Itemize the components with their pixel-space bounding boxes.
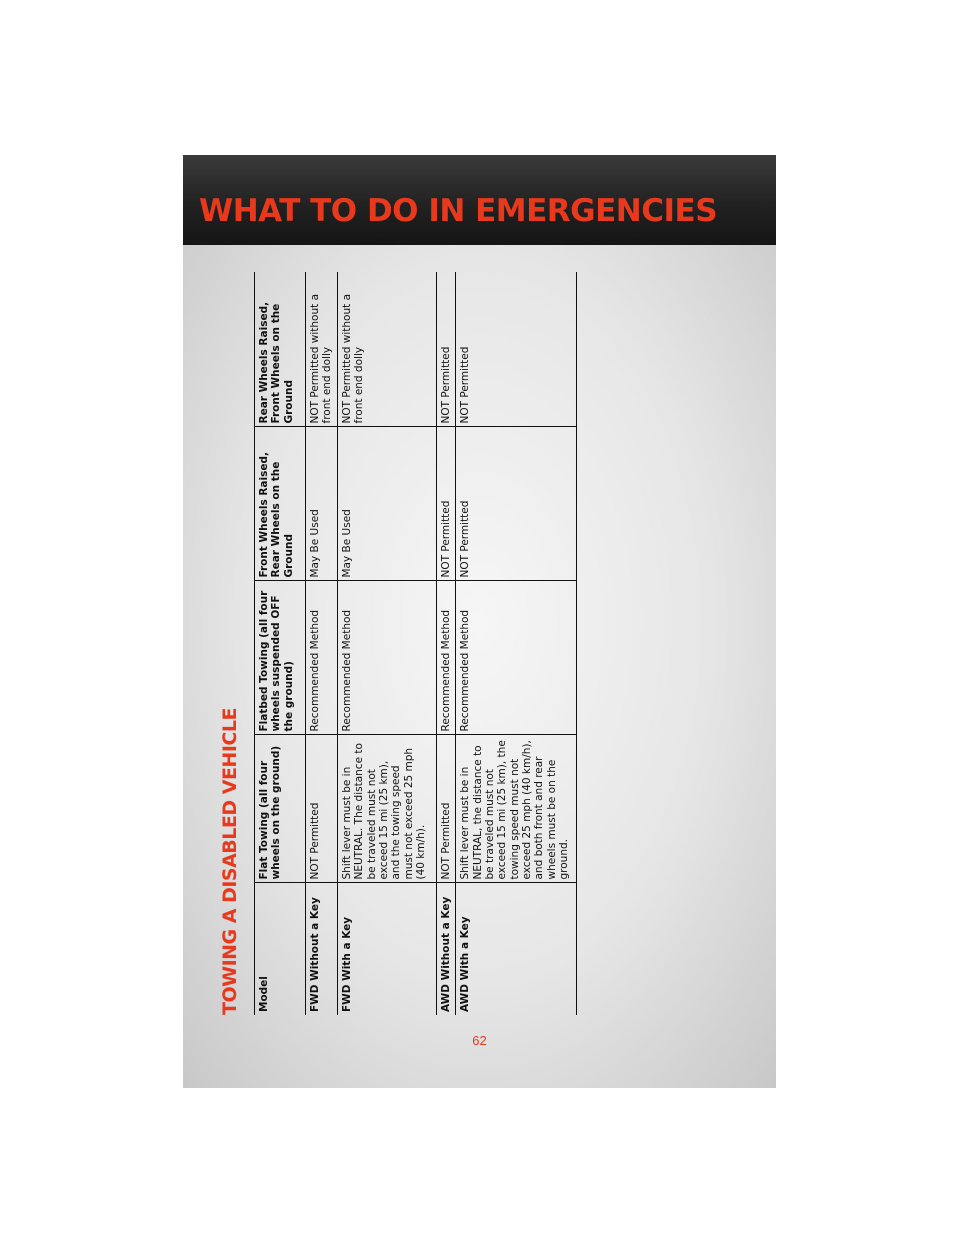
page-number: 62	[472, 1033, 487, 1048]
column-header-flatbed-towing: Flatbed Towing (all four wheels suspended OFF the ground)	[255, 581, 306, 735]
table-header-row	[255, 272, 306, 1015]
rear-raised-cell: NOT Permitted	[456, 272, 577, 427]
flat-towing-cell: Shift lever must be in NEUTRAL, the distance to be traveled must not exceed 15 mi (25 km), the towing speed must not exceed 25 mph (40 km/h), and both front and rear wheels must be on the ground.	[456, 735, 577, 883]
table-row	[306, 272, 338, 1015]
flatbed-towing-cell: Recommended Method	[456, 581, 577, 735]
chapter-title: WHAT TO DO IN EMERGENCIES	[199, 193, 718, 229]
column-header-front-wheels-raised: Front Wheels Raised, Rear Wheels on the Ground	[255, 427, 306, 581]
row-model-cell: AWD With a Key	[456, 883, 577, 1015]
front-raised-cell: NOT Permitted	[436, 427, 455, 581]
front-raised-cell: May Be Used	[337, 427, 436, 581]
table-row	[337, 272, 436, 1015]
rear-raised-cell: NOT Permitted	[436, 272, 455, 427]
row-model-cell: AWD Without a Key	[436, 883, 455, 1015]
rotated-content	[219, 272, 615, 1015]
flatbed-towing-cell: Recommended Method	[337, 581, 436, 735]
row-model-cell: FWD With a Key	[337, 883, 436, 1015]
flat-towing-cell: NOT Permitted	[306, 735, 338, 883]
column-header-model: Model	[258, 976, 270, 1012]
front-raised-cell: NOT Permitted	[456, 427, 577, 581]
flatbed-towing-cell: Recommended Method	[436, 581, 455, 735]
towing-table	[254, 272, 577, 1015]
rear-raised-cell: NOT Permitted without a front end dolly	[337, 272, 436, 427]
flat-towing-cell: NOT Permitted	[436, 735, 455, 883]
row-model-cell: FWD Without a Key	[306, 883, 338, 1015]
column-header-flat-towing: Flat Towing (all four wheels on the ground)	[255, 735, 306, 883]
section-title: TOWING A DISABLED VEHICLE	[219, 708, 241, 1015]
rear-raised-cell: NOT Permitted without a front end dolly	[306, 272, 338, 427]
table-row	[456, 272, 577, 1015]
manual-page	[183, 155, 776, 1088]
flatbed-towing-cell: Recommended Method	[306, 581, 338, 735]
flat-towing-cell: Shift lever must be in NEUTRAL. The distance to be traveled must not exceed 15 mi (25 km), and the towing speed must not exceed 25 mph (40 km/h).	[337, 735, 436, 883]
front-raised-cell: May Be Used	[306, 427, 338, 581]
rotated-content-area	[219, 272, 615, 1015]
column-header-rear-wheels-raised: Rear Wheels Raised, Front Wheels on the Ground	[255, 272, 306, 427]
table-row	[436, 272, 455, 1015]
chapter-header	[183, 155, 776, 245]
